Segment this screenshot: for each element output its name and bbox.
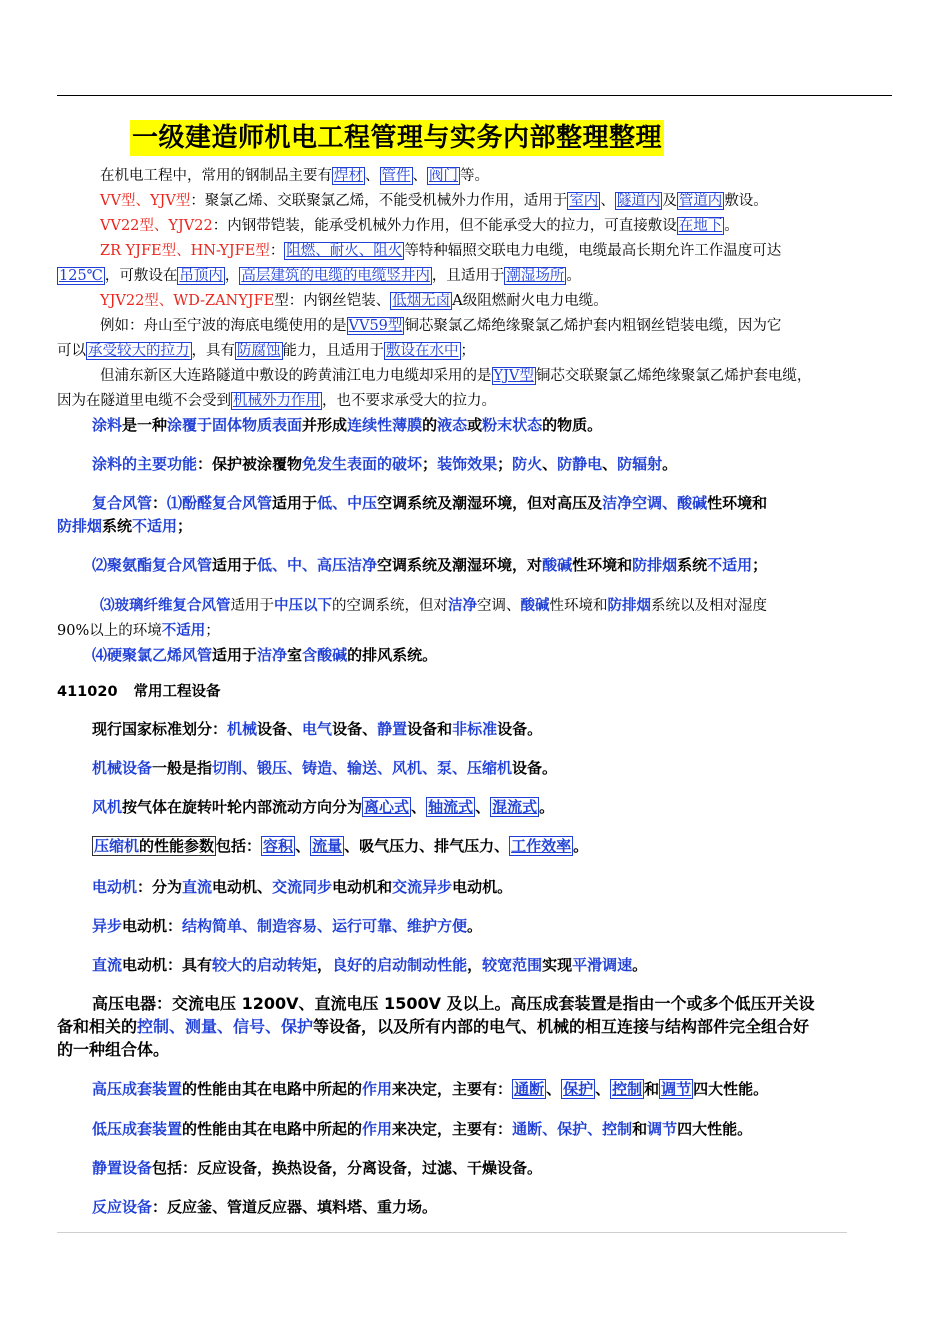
paragraph-pvc-duct xyxy=(92,644,437,666)
text: 系统 xyxy=(102,517,133,535)
keyword: 洁净空调、酸碱 xyxy=(602,494,708,512)
paragraph-high-voltage xyxy=(92,993,815,1015)
keyword-box: 阀门 xyxy=(429,168,458,184)
paragraph-polyurethane-duct xyxy=(92,554,767,576)
keyword-box: 承受较大的拉力 xyxy=(88,343,190,359)
text: ， xyxy=(224,268,240,284)
paragraph-tunnel-cable-cont xyxy=(57,390,496,412)
text: 包括： xyxy=(216,837,262,855)
keyword: 通断、保护、控制 xyxy=(512,1120,633,1138)
paragraph-motor xyxy=(92,876,512,898)
keyword: 良好的启动制动性能 xyxy=(332,956,468,974)
text: 适用于 xyxy=(272,494,318,512)
paragraph-example-sea-cable-cont xyxy=(57,340,475,362)
text: A级阻燃耐火电力电缆。 xyxy=(452,293,608,309)
text: 来决定，主要有： xyxy=(392,1080,513,1098)
text: 性环境和 xyxy=(549,598,608,614)
paragraph-steel-products xyxy=(100,165,489,187)
text: 并形成 xyxy=(302,416,348,434)
paragraph-tunnel-cable xyxy=(100,365,811,387)
text: ：聚氯乙烯、交联聚氯乙烯，不能受机械外力作用，适用于 xyxy=(190,193,568,209)
keyword: 作用 xyxy=(362,1120,393,1138)
text: 。 xyxy=(467,917,483,935)
section-number: 411020 xyxy=(57,684,118,700)
keyword: 液态 xyxy=(437,416,468,434)
paragraph-hv-switchgear xyxy=(92,1078,768,1100)
keyword: 复合风管 xyxy=(92,494,153,512)
paragraph-async-motor xyxy=(92,915,482,937)
text: 空调、 xyxy=(477,598,521,614)
text: ； xyxy=(497,455,513,473)
paragraph-vv-cable xyxy=(100,190,768,212)
text: ：分为 xyxy=(137,878,183,896)
paragraph-equipment-classification xyxy=(92,718,542,740)
text: 、 xyxy=(600,193,615,209)
text: 、 xyxy=(595,1080,611,1098)
text: 性环境和 xyxy=(707,494,768,512)
text: 、 xyxy=(542,455,558,473)
text: 性环境和 xyxy=(572,556,633,574)
paragraph-vv22-cable xyxy=(100,215,739,237)
document-title: 一级建造师机电工程管理与实务内部整理整理 xyxy=(130,120,664,156)
paragraph-lv-switchgear xyxy=(92,1118,752,1140)
text: 、 xyxy=(412,168,427,184)
text: 可以 xyxy=(57,343,86,359)
keyword-box: 敷设在水中 xyxy=(386,343,459,359)
text: 电动机。 xyxy=(452,878,513,896)
keyword-box: 管件 xyxy=(381,168,411,184)
text: 铜芯交联聚氯乙烯绝缘聚氯乙烯护套电缆， xyxy=(535,368,812,384)
text: 室 xyxy=(287,646,303,664)
keyword-box: 工作效率 xyxy=(511,837,572,855)
text: 。 xyxy=(573,837,589,855)
text: 敷设。 xyxy=(724,193,768,209)
text: 等。 xyxy=(460,168,489,184)
keyword: ⑶玻璃纤维复合风管 xyxy=(100,597,231,614)
keyword: 防火 xyxy=(512,455,543,473)
text: 、 xyxy=(411,798,427,816)
keyword: 不适用 xyxy=(707,556,753,574)
text: 备和相关的 xyxy=(57,1017,138,1036)
section-heading xyxy=(57,681,221,703)
keyword-box: 室内 xyxy=(569,193,599,209)
keyword: 粉末状态 xyxy=(482,416,543,434)
text: ，可敷设在 xyxy=(104,268,178,284)
keyword: 切削、锻压、铸造、输送、风机、泵、压缩机 xyxy=(212,759,513,777)
cable-type-label: ZR YJFE型、HN-YJFE型 xyxy=(100,243,270,259)
text: 、 xyxy=(475,798,491,816)
text: 电动机： xyxy=(122,917,183,935)
keyword: 涂料的主要功能 xyxy=(92,455,198,473)
keyword: 较大的启动转矩 xyxy=(212,956,318,974)
text: ； xyxy=(177,517,193,535)
keyword: 洁净 xyxy=(257,646,288,664)
keyword: 结构简单、制造容易、运行可靠、维护方便 xyxy=(182,917,468,935)
keyword: 酸碱 xyxy=(520,597,550,614)
paragraph-zr-cable-cont xyxy=(57,265,581,287)
keyword: 酸碱 xyxy=(542,556,573,574)
paragraph-yjv22-cable xyxy=(100,290,608,312)
paragraph-high-voltage-end xyxy=(57,1039,169,1061)
text: ，也不要求承受大的拉力。 xyxy=(322,393,496,409)
paragraph-composite-duct-cont xyxy=(57,515,192,537)
text: ； xyxy=(752,556,768,574)
paragraph-mechanical-equipment xyxy=(92,757,557,779)
keyword: 电动机 xyxy=(92,878,138,896)
paragraph-coating xyxy=(92,414,602,436)
text: 但浦东新区大连路隧道中敷设的跨黄浦江电力电缆却采用的是 xyxy=(100,368,492,384)
keyword-box: 吊顶内 xyxy=(179,268,223,284)
text: ； xyxy=(422,455,438,473)
keyword: 防静电 xyxy=(557,455,603,473)
text: ， xyxy=(467,956,483,974)
text: 电动机和 xyxy=(332,878,393,896)
keyword: 压缩机 xyxy=(94,837,140,855)
keyword: 连续性薄膜 xyxy=(347,416,423,434)
text: 及 xyxy=(662,193,677,209)
keyword: ⑷硬聚氯乙烯风管 xyxy=(92,646,213,664)
text: 电动机：具有 xyxy=(122,956,213,974)
text: 设备、 xyxy=(332,720,378,738)
keyword-box: 125℃ xyxy=(59,268,103,284)
keyword-box: 管道内 xyxy=(678,193,723,209)
keyword-box: 轴流式 xyxy=(428,798,474,816)
paragraph-coating-function xyxy=(92,453,677,475)
text: 。 xyxy=(724,218,739,234)
text: 。 xyxy=(632,956,648,974)
keyword-box: 在地下 xyxy=(678,218,723,234)
text: 的性能由其在电路中所起的 xyxy=(182,1080,363,1098)
text: 是一种 xyxy=(122,416,168,434)
keyword: 控制、测量、信号、保护 xyxy=(137,1017,314,1036)
text: ，且适用于 xyxy=(431,268,505,284)
keyword: 涂覆于固体物质表面 xyxy=(167,416,303,434)
text: ； xyxy=(460,343,475,359)
keyword: 平滑调速 xyxy=(572,956,633,974)
keyword: 交流同步 xyxy=(272,878,333,896)
text: 设备和 xyxy=(407,720,453,738)
text: 来决定，主要有： xyxy=(392,1120,513,1138)
text: 的空调系统，但对 xyxy=(332,598,448,614)
keyword: 低压成套装置 xyxy=(92,1120,183,1138)
keyword: 作用 xyxy=(362,1080,393,1098)
text: 适用于 xyxy=(212,646,258,664)
paragraph-example-sea-cable xyxy=(100,315,781,337)
keyword: 装饰效果 xyxy=(437,455,498,473)
keyword: 反应设备 xyxy=(92,1198,153,1216)
text: 。 xyxy=(662,455,678,473)
section-name: 常用工程设备 xyxy=(133,684,221,700)
text: 、 xyxy=(602,455,618,473)
keyword: 涂料 xyxy=(92,416,123,434)
keyword: 防排烟 xyxy=(607,597,651,614)
paragraph-zr-cable xyxy=(100,240,781,262)
text: 、吸气压力、排气压力、 xyxy=(344,837,510,855)
keyword: 低、中压 xyxy=(317,494,378,512)
text: 空调系统及潮湿环境，但对高压及 xyxy=(377,494,603,512)
text: 铜芯聚氯乙烯绝缘聚氯乙烯护套内粗钢丝铠装电缆，因为它 xyxy=(404,318,782,334)
paragraph-high-voltage-cont xyxy=(57,1016,809,1038)
keyword-box: 低烟无卤 xyxy=(392,293,451,309)
text: 在机电工程中，常用的钢制品主要有 xyxy=(100,168,332,184)
text: 型：内钢丝铠装、 xyxy=(274,293,391,309)
text: 能力，且适用于 xyxy=(282,343,384,359)
footer-rule xyxy=(57,1232,847,1233)
text: 适用于 xyxy=(230,598,274,614)
keyword-box: 通断 xyxy=(514,1080,545,1098)
text: 四大性能。 xyxy=(677,1120,753,1138)
keyword-box: 调节 xyxy=(661,1080,692,1098)
paragraph-fiberglass-duct-cont xyxy=(57,620,220,642)
keyword: 非标准 xyxy=(452,720,498,738)
text: 例如：舟山至宁波的海底电缆使用的是 xyxy=(100,318,347,334)
text: 等设备，以及所有内部的电气、机械的相互连接与结构部件完全组合好 xyxy=(313,1017,810,1036)
text: 设备。 xyxy=(512,759,558,777)
keyword-box: 防腐蚀 xyxy=(237,343,281,359)
keyword-box: YJV型 xyxy=(493,368,534,384)
cable-type-label: VV22型、YJV22 xyxy=(100,218,213,234)
keyword-box: 混流式 xyxy=(492,798,538,816)
text: 90%以上的环境 xyxy=(57,623,162,639)
keyword: 高压成套装置 xyxy=(92,1080,183,1098)
text: 等特种辐照交联电力电缆，电缆最高长期允许工作温度可达 xyxy=(404,243,782,259)
keyword-box: 保护 xyxy=(563,1080,594,1098)
text: 或 xyxy=(467,416,483,434)
text: ：内钢带铠装，能承受机械外力作用，但不能承受大的拉力，可直接敷设 xyxy=(212,218,677,234)
keyword: 调节 xyxy=(647,1120,678,1138)
text: 现行国家标准划分： xyxy=(92,720,228,738)
keyword: 洁净 xyxy=(448,597,477,614)
keyword: 交流异步 xyxy=(392,878,453,896)
text: 因为在隧道里电缆不会受到 xyxy=(57,393,231,409)
text: 。 xyxy=(539,798,555,816)
text: 和 xyxy=(632,1120,648,1138)
keyword-box: 容积 xyxy=(263,837,294,855)
text: 一般是指 xyxy=(152,759,213,777)
text: 、 xyxy=(546,1080,562,1098)
keyword: 直流 xyxy=(182,878,213,896)
text: 设备、 xyxy=(257,720,303,738)
keyword-box: 焊材 xyxy=(334,168,363,184)
text: 和 xyxy=(644,1080,660,1098)
text: 高压电器：交流电压 1200V、直流电压 1500V 及以上。高压成套装置是指由一个或多个低压开关设 xyxy=(92,994,815,1013)
text: 的性能由其在电路中所起的 xyxy=(182,1120,363,1138)
text: 空调系统及潮湿环境，对 xyxy=(377,556,543,574)
keyword: 电气 xyxy=(302,720,333,738)
keyword: 不适用 xyxy=(161,622,206,639)
text: 的性能参数 xyxy=(139,837,215,855)
text: 实现 xyxy=(542,956,573,974)
keyword: 不适用 xyxy=(132,517,178,535)
text: 系统 xyxy=(677,556,708,574)
keyword: 机械 xyxy=(227,720,258,738)
text: 适用于 xyxy=(212,556,258,574)
keyword-box: 机械外力作用 xyxy=(233,393,320,409)
cable-type-label: YJV22型、WD-ZANYJFE xyxy=(100,293,275,309)
paragraph-reaction-equipment xyxy=(92,1196,437,1218)
text: ， xyxy=(317,956,333,974)
text: 、 xyxy=(295,837,311,855)
keyword-box: 阻燃、耐火、阻火 xyxy=(286,243,403,259)
paragraph-static-equipment xyxy=(92,1157,542,1179)
keyword: 异步 xyxy=(92,917,123,935)
text: 的 xyxy=(422,416,438,434)
paragraph-composite-duct xyxy=(92,492,767,514)
text: 的物质。 xyxy=(542,416,603,434)
keyword: 静置 xyxy=(377,720,408,738)
text: ：保护被涂覆物 xyxy=(197,455,303,473)
keyword: 直流 xyxy=(92,956,123,974)
keyword: 防排烟 xyxy=(632,556,678,574)
text: ； xyxy=(205,623,220,639)
paragraph-dc-motor xyxy=(92,954,647,976)
keyword: 风机 xyxy=(92,798,123,816)
keyword: 低、中、高压洁净 xyxy=(257,556,378,574)
keyword: 静置设备 xyxy=(92,1159,153,1177)
keyword: 防辐射 xyxy=(617,455,663,473)
keyword: 免发生表面的破坏 xyxy=(302,455,423,473)
keyword-box: 离心式 xyxy=(364,798,410,816)
keyword-box: 潮湿场所 xyxy=(506,268,565,284)
text: ，具有 xyxy=(191,343,235,359)
keyword: 含酸碱 xyxy=(302,646,348,664)
header-rule xyxy=(57,95,892,96)
text: 的排风系统。 xyxy=(347,646,438,664)
keyword-box: VV59型 xyxy=(348,318,403,334)
text: 。 xyxy=(566,268,581,284)
keyword-box: 控制 xyxy=(612,1080,643,1098)
text: 按气体在旋转叶轮内部流动方向分为 xyxy=(122,798,363,816)
paragraph-fan xyxy=(92,796,554,818)
text: 设备。 xyxy=(497,720,543,738)
keyword: 防排烟 xyxy=(57,517,103,535)
keyword: 机械设备 xyxy=(92,759,153,777)
keyword-box: 高层建筑的电缆的电缆竖井内 xyxy=(241,268,430,284)
text: ： xyxy=(269,243,285,259)
keyword: ⑴酚醛复合风管 xyxy=(167,494,273,512)
text: 、 xyxy=(365,168,380,184)
text: 的一种组合体。 xyxy=(57,1040,170,1059)
text: ： xyxy=(152,494,168,512)
text: ：反应釜、管道反应器、填料塔、重力场。 xyxy=(152,1198,438,1216)
keyword-box: 流量 xyxy=(312,837,343,855)
paragraph-compressor xyxy=(92,835,588,857)
text: 电动机、 xyxy=(212,878,273,896)
keyword-box: 隧道内 xyxy=(616,193,661,209)
text: 四大性能。 xyxy=(693,1080,769,1098)
text: 系统以及相对湿度 xyxy=(651,598,767,614)
keyword: ⑵聚氨酯复合风管 xyxy=(92,556,213,574)
keyword: 中压以下 xyxy=(274,597,332,614)
cable-type-label: VV型、YJV型 xyxy=(100,193,191,209)
keyword: 较宽范围 xyxy=(482,956,543,974)
text: 包括：反应设备，换热设备，分离设备，过滤、干燥设备。 xyxy=(152,1159,543,1177)
paragraph-fiberglass-duct xyxy=(100,595,767,617)
